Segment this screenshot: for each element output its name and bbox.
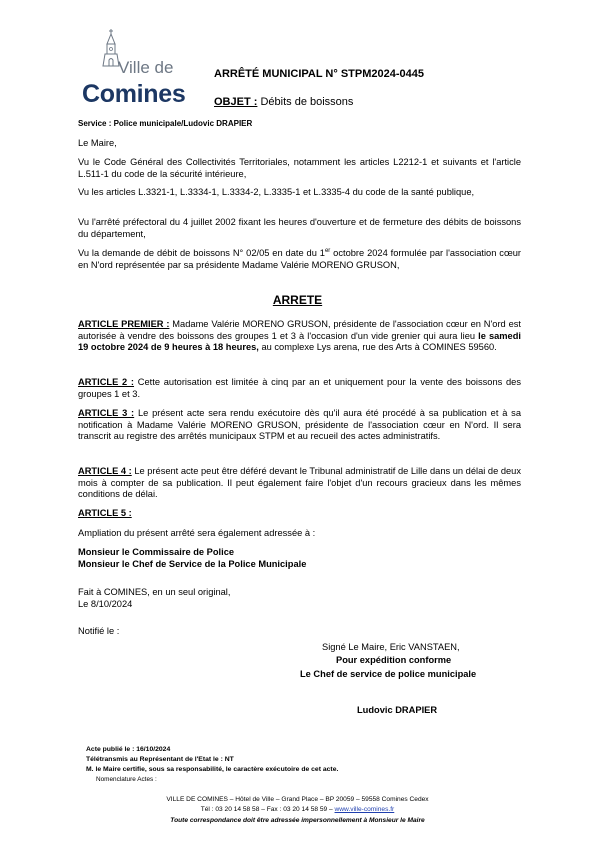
signature-name: Ludovic DRAPIER <box>357 705 438 715</box>
footer-contact <box>0 806 595 815</box>
article-4-label: ARTICLE 4 : <box>78 466 132 476</box>
article-4 <box>78 466 521 501</box>
vu-paragraph-1: Vu le Code Général des Collectivités Territoriales, notamment les articles L2212-1 et suivants et l'article L.511-1 du code de la sécurité intérieure, <box>78 157 521 179</box>
article-2-label: ARTICLE 2 : <box>78 377 135 387</box>
vu4-text-b: octobre 2024 formulée par l'association cœur en N'ord représentée par sa présidente Madame Valérie MORENO GRUSON, <box>78 248 521 270</box>
arrete-heading: ARRETE <box>272 293 323 307</box>
footer-address: VILLE DE COMINES – Hôtel de Ville – Grand Place – BP 20059 – 59558 Comines Cedex <box>166 796 429 803</box>
article-1-date: le samedi 19 octobre 2024 de 9 heures à 18 heures, <box>78 330 521 353</box>
footer-certifie: M. le Maire certifie, sous sa responsabilité, le caractère exécutoire de cet acte. <box>86 766 339 773</box>
document-title: ARRÊTÉ MUNICIPAL N° STPM2024-0445 <box>214 68 424 80</box>
article-5-label-text: ARTICLE 5 : <box>78 508 132 518</box>
article-1-label: ARTICLE PREMIER : <box>78 319 170 329</box>
article-5-text: Ampliation du présent arrêté sera également adressée à : <box>78 528 316 538</box>
article-3-label: ARTICLE 3 : <box>78 408 135 418</box>
footer-publie: Acte publié le : 16/10/2024 <box>86 746 171 753</box>
fait-a: Fait à COMINES, en un seul original, <box>78 587 231 597</box>
signature-expedition: Pour expédition conforme <box>336 655 452 665</box>
article-4-text: Le présent acte peut être déféré devant le Tribunal administratif de Lille dans un délai de deux mois à compter de sa publication. Il peut également faire l'objet d'un recours gracieux dans les mêmes conditions de délai. <box>78 466 522 500</box>
date-line: Le 8/10/2024 <box>78 599 133 609</box>
logo-line-ville: Ville de <box>118 58 174 77</box>
footer-website-link[interactable]: www.ville-comines.fr <box>334 806 395 813</box>
document-subject <box>214 96 353 108</box>
recipient-commissaire: Monsieur le Commissaire de Police <box>78 547 235 557</box>
footer-correspondance: Toute correspondance doit être adressée impersonnellement à Monsieur le Maire <box>170 817 425 824</box>
footer-nomenclature: Nomenclature Actes : <box>96 776 157 783</box>
notifie-le: Notifié le : <box>78 626 120 636</box>
article-2-text: Cette autorisation est limitée à cinq par an et uniquement pour la vente des boissons des groupes 1 et 3. <box>78 377 521 399</box>
vu-paragraph-4 <box>78 248 521 271</box>
vu-paragraph-2: Vu les articles L.3321-1, L.3334-1, L.3334-2, L.3335-1 et L.3335-4 du code de la santé publique, <box>78 187 475 197</box>
signature-chef-service: Le Chef de service de police municipale <box>300 669 477 679</box>
subject-text: Débits de boissons <box>260 96 354 108</box>
article-3 <box>78 408 521 443</box>
service-line: Service : Police municipale/Ludovic DRAPIER <box>78 119 253 128</box>
logo-line-comines: Comines <box>82 80 186 108</box>
article-3-text: Le présent acte sera rendu exécutoire dès qu'il aura été procédé à sa publication et à sa notification à Madame Valérie MORENO GRUSON, présidente de l'association cœur en N'ord. Il sera transcrit au registre des arrêtés municipaux STPM et au recueil des actes administratifs. <box>78 408 521 442</box>
subject-label: OBJET : <box>214 96 258 108</box>
vu-paragraph-3: Vu l'arrêté préfectoral du 4 juillet 2002 fixant les heures d'ouverture et de fermeture des débits de boissons du département, <box>78 217 521 239</box>
article-2 <box>78 377 521 400</box>
article-1-text-a: Madame Valérie MORENO GRUSON, présidente de l'association cœur en N'ord est autorisée à vendre des boissons des groupes 1 et 3 à l'occasion d'un vide grenier qui aura lieu <box>78 319 521 341</box>
article-5-label <box>78 508 521 520</box>
footer-tel: Tél : 03 20 14 58 58 – Fax : 03 20 14 58 59 – <box>200 806 335 813</box>
signature-signe: Signé Le Maire, Eric VANSTAEN, <box>322 642 460 652</box>
vu4-superscript: er <box>324 247 331 254</box>
recipient-chef-police: Monsieur le Chef de Service de la Police Municipale <box>78 559 307 569</box>
article-1 <box>78 319 521 354</box>
le-maire: Le Maire, <box>78 138 117 148</box>
article-1-text-b: au complexe Lys arena, rue des Arts à COMINES 59560. <box>258 342 497 353</box>
footer-teletransmis: Télétransmis au Représentant de l'Etat le : NT <box>86 756 234 763</box>
vu4-text-a: Vu la demande de débit de boissons N° 02/05 en date du 1 <box>78 248 325 258</box>
